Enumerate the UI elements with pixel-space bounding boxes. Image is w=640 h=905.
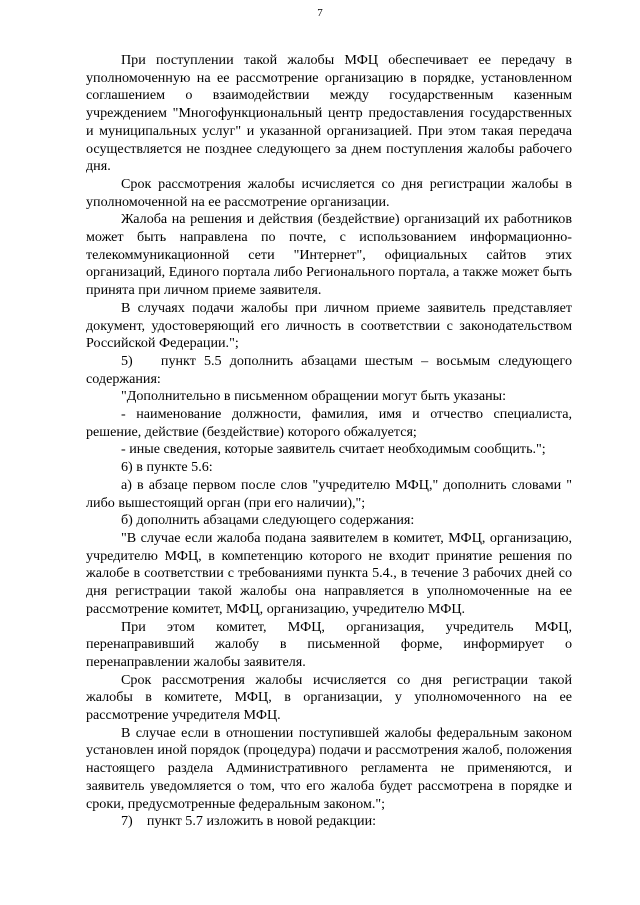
paragraph: 7) пункт 5.7 изложить в новой редакции: xyxy=(121,813,377,830)
paragraph: - иные сведения, которые заявитель считает необходимым сообщить."; xyxy=(121,441,546,458)
paragraph: Срок рассмотрения жалобы исчисляется со дня регистрации такой жалобы в комитете, МФЦ, в организации, у уполномоченного на ее рассмотрение учредителя МФЦ. xyxy=(86,671,572,724)
paragraph: а) в абзаце первом после слов "учредителю МФЦ," дополнить словами " либо вышестоящий орган (при его наличии),"; xyxy=(86,476,572,511)
paragraph: - наименование должности, фамилия, имя и отчество специалиста, решение, действие (бездействие) которого обжалуется; xyxy=(86,406,572,440)
paragraph: 6) в пункте 5.6: xyxy=(121,459,213,476)
paragraph: Срок рассмотрения жалобы исчисляется со дня регистрации жалобы в уполномоченной на ее рассмотрение организации. xyxy=(86,175,572,210)
paragraph: При этом комитет, МФЦ, организация, учредитель МФЦ, перенаправивший жалобу в письменной форме, информирует о перенаправлении жалобы заявителя. xyxy=(86,618,572,670)
document-body xyxy=(86,52,572,831)
paragraph: В случае если в отношении поступившей жалобы федеральным законом установлен иной порядок (процедура) подачи и рассмотрения жалоб, положения настоящего раздела Административного регламента не применяются, и заявитель уведомляется о том, что его жалоба будет рассмотрена в порядке и сроки, предусмотренные федеральным законом."; xyxy=(86,724,572,812)
page-number: 7 xyxy=(317,7,323,19)
paragraph: 5) пункт 5.5 дополнить абзацами шестым – восьмым следующего содержания: xyxy=(86,352,572,387)
paragraph: "В случае если жалоба подана заявителем в комитет, МФЦ, организацию, учредителю МФЦ, в компетенцию которого не входит принятие решения по жалобе в соответствии с требованиями пункта 5.4., в течение 3 рабочих дней со дня регистрации такой жалобы она направляется в уполномоченные на ее рассмотрение комитет, МФЦ, организацию, учредителю МФЦ. xyxy=(86,529,572,617)
paragraph: б) дополнить абзацами следующего содержания: xyxy=(121,512,415,529)
paragraph: Жалоба на решения и действия (бездействие) организаций их работников может быть направлена по почте, с использованием информационно-телекоммуникационной сети "Интернет", официальных сайтов этих организаций, Единого портала либо Регионального портала, а также может быть принята при личном приеме заявителя. xyxy=(86,211,572,299)
paragraph: В случаях подачи жалобы при личном приеме заявитель представляет документ, удостоверяющий его личность в соответствии с законодательством Российской Федерации."; xyxy=(86,299,572,352)
paragraph: "Дополнительно в письменном обращении могут быть указаны: xyxy=(121,388,507,405)
paragraph: При поступлении такой жалобы МФЦ обеспечивает ее передачу в уполномоченную на ее рассмотрение организацию в порядке, установленном соглашением о взаимодействии между государственным казенным учреждением "Многофункциональный центр предоставления государственных и муниципальных услуг" и указанной организацией. При этом такая передача осуществляется не позднее следующего за днем поступления жалобы рабочего дня. xyxy=(86,52,572,175)
